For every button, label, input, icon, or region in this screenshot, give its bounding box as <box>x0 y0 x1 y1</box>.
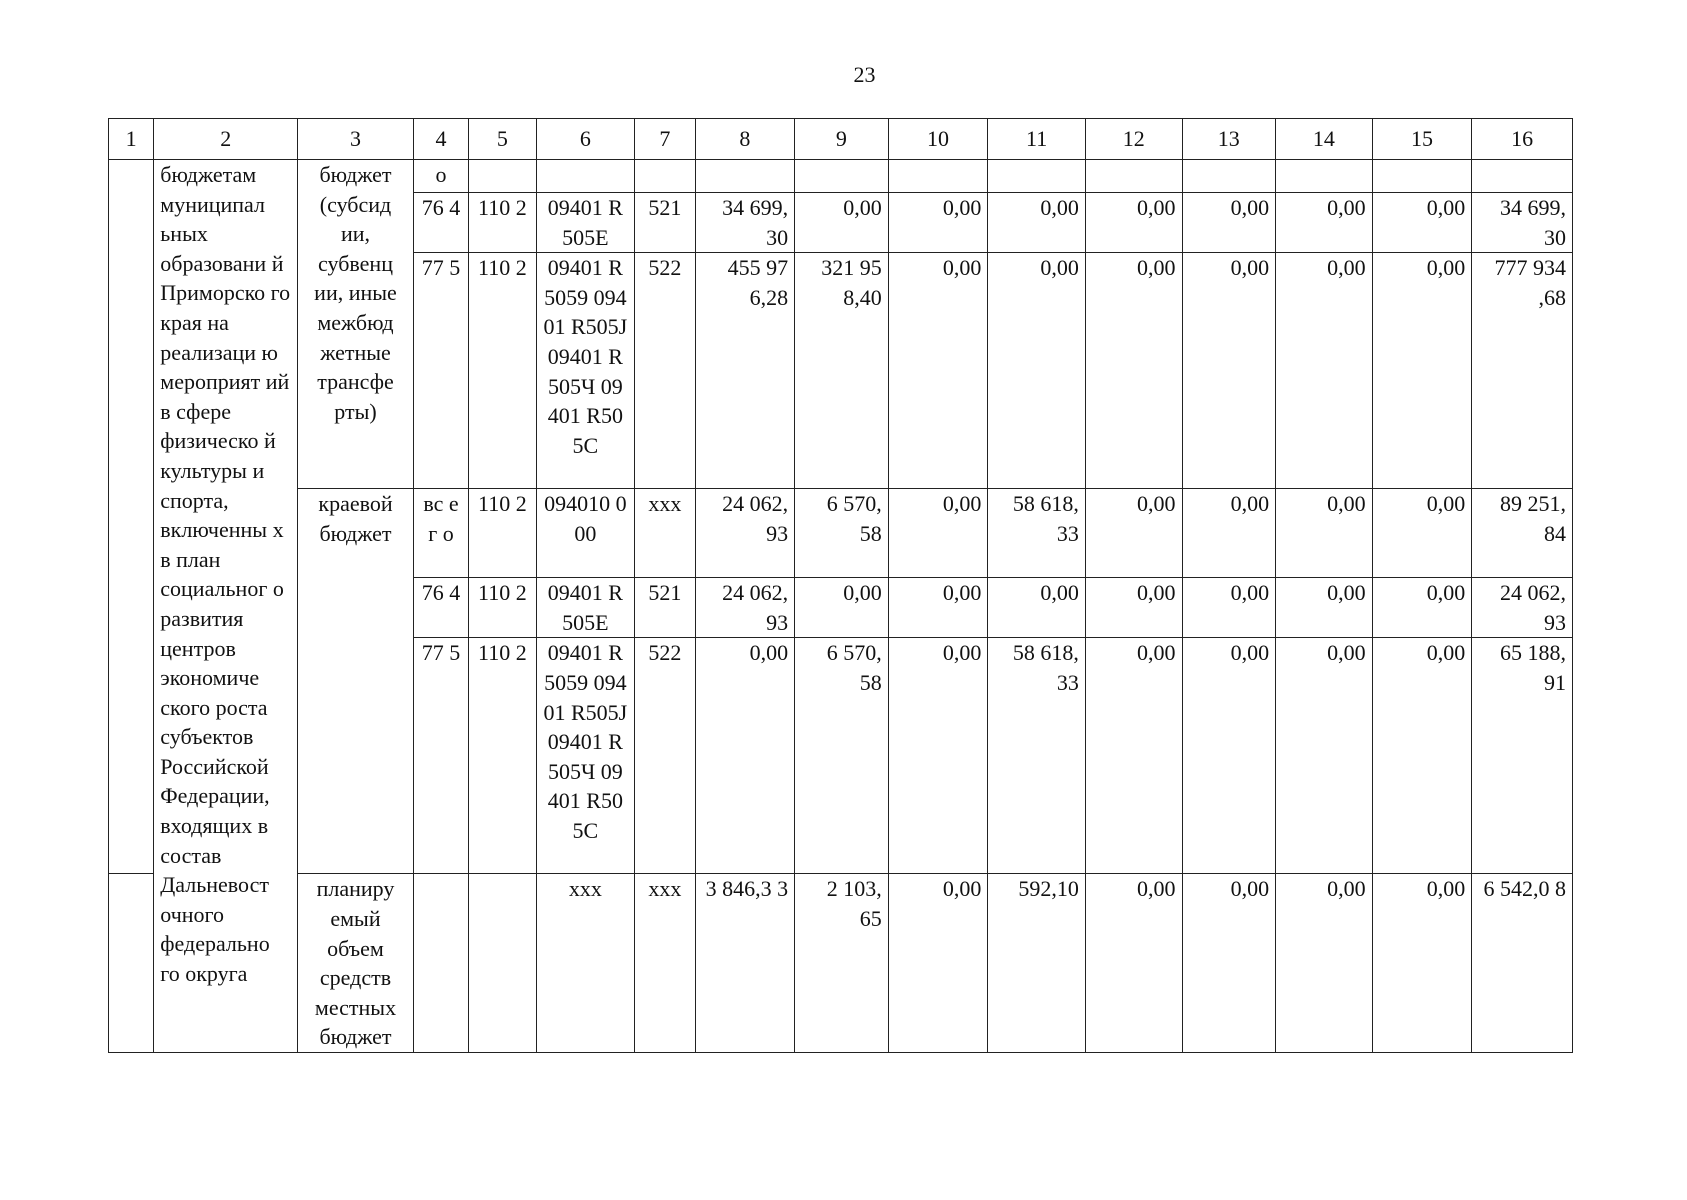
cell: 0,00 <box>1372 193 1472 253</box>
cell: 58 618, 33 <box>988 489 1086 578</box>
cell: 6 570, 58 <box>795 489 889 578</box>
cell: 89 251, 84 <box>1472 489 1573 578</box>
cell: ххх <box>635 489 695 578</box>
cell <box>695 160 795 193</box>
cell: 6 570, 58 <box>795 638 889 874</box>
row-number-cell <box>109 874 154 1053</box>
cell: 0,00 <box>1372 638 1472 874</box>
cell: 455 97 6,28 <box>695 253 795 489</box>
cell: 0,00 <box>888 874 988 1053</box>
cell: 0,00 <box>1372 253 1472 489</box>
cell: 77 5 <box>413 253 468 489</box>
cell: 0,00 <box>1182 489 1276 578</box>
cell: 0,00 <box>1276 874 1373 1053</box>
cell: 0,00 <box>1182 638 1276 874</box>
cell <box>1472 160 1573 193</box>
header-cell: 6 <box>536 119 635 160</box>
cell: 0,00 <box>888 638 988 874</box>
header-cell: 2 <box>154 119 298 160</box>
cell: 24 062, 93 <box>695 578 795 638</box>
cell: 58 618, 33 <box>988 638 1086 874</box>
cell: 0,00 <box>888 489 988 578</box>
header-row <box>109 119 1573 160</box>
cell: 110 2 <box>469 578 536 638</box>
cell: 24 062, 93 <box>1472 578 1573 638</box>
header-cell: 8 <box>695 119 795 160</box>
cell: 094010 000 <box>536 489 635 578</box>
header-cell: 13 <box>1182 119 1276 160</box>
cell: 0,00 <box>988 253 1086 489</box>
cell <box>635 160 695 193</box>
cell: 09401 R505E <box>536 578 635 638</box>
cell: 110 2 <box>469 193 536 253</box>
cell: ххх <box>536 874 635 1053</box>
cell: 0,00 <box>988 193 1086 253</box>
cell: 09401 R505E <box>536 193 635 253</box>
budget-table <box>108 118 1573 1053</box>
header-cell: 3 <box>298 119 414 160</box>
cell: 0,00 <box>1085 874 1182 1053</box>
cell: 0,00 <box>1085 638 1182 874</box>
cell: 0,00 <box>1372 578 1472 638</box>
cell: 521 <box>635 578 695 638</box>
header-cell: 7 <box>635 119 695 160</box>
cell: 110 2 <box>469 253 536 489</box>
cell: вс ег о <box>413 489 468 578</box>
cell: 76 4 <box>413 578 468 638</box>
cell <box>1085 160 1182 193</box>
header-cell: 9 <box>795 119 889 160</box>
cell: 0,00 <box>1276 193 1373 253</box>
cell: 0,00 <box>1085 489 1182 578</box>
cell: о <box>413 160 468 193</box>
cell: 6 542,0 8 <box>1472 874 1573 1053</box>
cell: 0,00 <box>1276 489 1373 578</box>
cell: 0,00 <box>888 193 988 253</box>
cell: 0,00 <box>988 578 1086 638</box>
cell: 522 <box>635 253 695 489</box>
cell: 0,00 <box>1276 638 1373 874</box>
header-cell: 10 <box>888 119 988 160</box>
header-cell: 12 <box>1085 119 1182 160</box>
cell: 77 5 <box>413 638 468 874</box>
cell: 0,00 <box>1276 578 1373 638</box>
cell: 0,00 <box>795 578 889 638</box>
header-cell: 14 <box>1276 119 1373 160</box>
cell <box>469 874 536 1053</box>
cell: 34 699, 30 <box>695 193 795 253</box>
page-number: 23 <box>853 62 876 87</box>
cell <box>469 160 536 193</box>
cell <box>536 160 635 193</box>
cell: 110 2 <box>469 489 536 578</box>
cell <box>888 160 988 193</box>
cell: 0,00 <box>1182 578 1276 638</box>
cell: 0,00 <box>888 578 988 638</box>
cell: 0,00 <box>888 253 988 489</box>
cell: 321 95 8,40 <box>795 253 889 489</box>
table-row <box>109 489 1573 578</box>
cell: 09401 R5059 09401 R505J 09401 R505Ч 09401 R505C <box>536 253 635 489</box>
description-cell: бюджетам муниципал ьных образовани й Приморско го края на реализаци ю мероприят ий в сфере физическо й культуры и спорта, включенны х в план социальног о развития центров экономиче ского роста субъектов Российской Федерации, входящих в состав Дальневост очного федерально го округа <box>154 160 298 1053</box>
header-cell: 5 <box>469 119 536 160</box>
cell <box>413 874 468 1053</box>
cell: 0,00 <box>695 638 795 874</box>
cell: 777 934 ,68 <box>1472 253 1573 489</box>
source-regional-cell: краевой бюджет <box>298 489 414 874</box>
cell: 0,00 <box>1085 253 1182 489</box>
cell: 0,00 <box>1182 193 1276 253</box>
cell: 522 <box>635 638 695 874</box>
cell: 34 699, 30 <box>1472 193 1573 253</box>
cell: 0,00 <box>1085 578 1182 638</box>
cell: 592,10 <box>988 874 1086 1053</box>
cell: 76 4 <box>413 193 468 253</box>
cell: 09401 R5059 09401 R505J 09401 R505Ч 09401 R505C <box>536 638 635 874</box>
cell: 3 846,3 3 <box>695 874 795 1053</box>
source-local-cell: планиру емый объем средств местных бюджет <box>298 874 414 1053</box>
table-row <box>109 874 1573 1053</box>
header-cell: 1 <box>109 119 154 160</box>
header-cell: 15 <box>1372 119 1472 160</box>
cell: 0,00 <box>1372 489 1472 578</box>
cell: 110 2 <box>469 638 536 874</box>
source-federal-cell: бюджет (субсид ии, субвенц ии, иные межбюд жетные трансфе рты) <box>298 160 414 489</box>
cell: 24 062, 93 <box>695 489 795 578</box>
cell: 0,00 <box>1372 874 1472 1053</box>
cell: 0,00 <box>1182 253 1276 489</box>
cell: 2 103, 65 <box>795 874 889 1053</box>
cell: 65 188, 91 <box>1472 638 1573 874</box>
table-row <box>109 160 1573 193</box>
cell: 521 <box>635 193 695 253</box>
cell: ххх <box>635 874 695 1053</box>
cell <box>1372 160 1472 193</box>
cell: 0,00 <box>1085 193 1182 253</box>
cell <box>988 160 1086 193</box>
cell <box>795 160 889 193</box>
cell <box>1182 160 1276 193</box>
cell: 0,00 <box>795 193 889 253</box>
header-cell: 11 <box>988 119 1086 160</box>
cell <box>1276 160 1373 193</box>
header-cell: 4 <box>413 119 468 160</box>
cell: 0,00 <box>1276 253 1373 489</box>
cell: 0,00 <box>1182 874 1276 1053</box>
header-cell: 16 <box>1472 119 1573 160</box>
row-number-cell <box>109 160 154 874</box>
